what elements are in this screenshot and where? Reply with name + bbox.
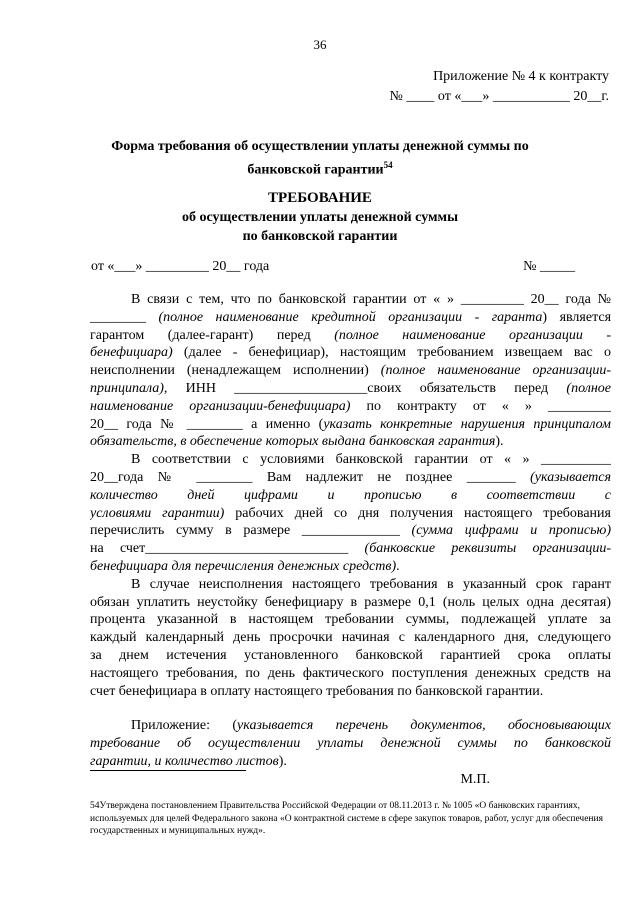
document-title-line-1: ТРЕБОВАНИЕ	[268, 190, 372, 206]
text-segment: ) является	[542, 309, 611, 325]
italic-segment: гарантии, и количество листов	[90, 753, 279, 769]
text-segment: гарантом (далее-гарант) перед	[90, 327, 335, 343]
italic-segment: (полное наименование кредитной организации - гаранта	[158, 309, 543, 325]
body-line	[90, 558, 611, 576]
document-body	[90, 291, 611, 789]
body-line	[90, 683, 611, 701]
body-line	[90, 309, 611, 327]
italic-segment: условиями гарантии)	[90, 505, 225, 521]
appendix-header	[390, 67, 609, 107]
italic-segment: требование об осуществлении уплаты денежной суммы по банковской	[90, 736, 611, 752]
body-line	[90, 291, 611, 309]
text-segment: В случае неисполнения настоящего требования в указанный срок гарант	[131, 576, 611, 592]
number-field: № _____	[523, 259, 575, 274]
body-line	[90, 380, 611, 398]
footnote-mark: 54	[383, 160, 393, 170]
italic-segment: бенефициара)	[90, 345, 173, 361]
text-segment: Приложение: (	[131, 718, 238, 734]
date-line	[91, 259, 575, 275]
document-title-line-3: по банковской гарантии	[242, 229, 398, 244]
text-segment: ).	[495, 434, 504, 450]
italic-segment: (банковские реквизиты организации-	[364, 541, 611, 557]
italic-segment: наименование организации-бенефициара)	[90, 398, 351, 414]
body-line	[90, 665, 611, 683]
body-line	[90, 522, 611, 540]
text-segment: 20__года № ________ Вам надлежит не позднее _______	[90, 469, 531, 485]
footnote-separator	[90, 770, 246, 771]
text-segment: счет бенефициара в оплату настоящего требования по банковской гарантии.	[90, 683, 544, 699]
body-line	[90, 362, 611, 380]
text-segment: М.П.	[460, 771, 490, 787]
body-line	[90, 469, 611, 487]
body-line	[90, 327, 611, 345]
italic-segment: (полное наименование организации-	[380, 363, 611, 379]
text-segment: В соответствии с условиями банковской гарантии от « » __________	[131, 452, 611, 468]
italic-segment: (сумма цифрами и прописью)	[411, 523, 611, 539]
body-line	[90, 451, 611, 469]
body-line	[90, 700, 611, 717]
text-segment: (далее - бенефициар), настоящим требованием извещаем вас о	[172, 345, 611, 361]
body-line	[90, 771, 611, 789]
text-segment: ИНН ___________________своих обязательств перед	[167, 380, 567, 396]
text-segment: ________	[90, 309, 159, 325]
body-line	[90, 505, 611, 523]
text-segment: рабочих дней со дня получения настоящего требования	[224, 505, 611, 521]
body-line	[90, 717, 611, 735]
text-segment: на счет_____________________________	[90, 541, 365, 557]
body-line	[90, 540, 611, 558]
form-title-line-2	[70, 156, 570, 180]
body-line	[90, 416, 611, 434]
body-line	[90, 735, 611, 753]
text-segment: по контракту от « » _________	[350, 398, 611, 414]
italic-segment: (указывается	[530, 469, 611, 485]
text-segment: В связи с тем, что по банковской гарантии от « » _________ 20__ года №	[131, 292, 611, 307]
body-line	[90, 594, 611, 612]
body-line	[90, 433, 611, 451]
form-title	[70, 137, 570, 180]
text-segment: за днем истечения установленного банковской гарантией срока оплаты	[90, 647, 611, 663]
appendix-line-1: Приложение № 4 к контракту	[433, 69, 609, 84]
italic-segment: указывается перечень документов, обосновывающих	[237, 718, 611, 734]
italic-segment: бенефициара для перечисления денежных средств)	[90, 558, 397, 574]
footnote-text: 54Утверждена постановлением Правительства Российской Федерации от 08.11.2013 г. № 1005 «О банковских гарантиях, используемых для целей Федерального закона «О контрактной системе в сфере закупок товаров, работ, услуг для обеспечения государственных и муниципальных нужд».	[90, 801, 603, 836]
italic-segment: (полное	[566, 380, 611, 396]
body-line	[90, 344, 611, 362]
appendix-line-2: № ____ от «___» ___________ 20__г.	[389, 89, 609, 104]
document-title	[70, 189, 570, 246]
text-segment: 20__ года № ________ а именно (	[90, 416, 324, 432]
italic-segment: (полное наименование организации -	[334, 327, 611, 343]
italic-segment: обязательств, в обеспечение которых выдана банковская гарантия	[90, 434, 496, 450]
text-segment: ).	[278, 753, 287, 769]
text-segment: каждый календарный день просрочки начиная с календарного дня, следующего	[90, 630, 611, 646]
text-segment: процента указанной в настоящем требовании суммы, подлежащей уплате за	[90, 612, 611, 628]
body-line	[90, 753, 611, 771]
body-line	[90, 629, 611, 647]
body-line	[90, 647, 611, 665]
document-title-line-2: об осуществлении уплаты денежной суммы	[181, 210, 459, 225]
body-line	[90, 611, 611, 629]
text-segment: неисполнении (ненадлежащем исполнении)	[90, 363, 381, 379]
body-line	[90, 576, 611, 594]
italic-segment: указать конкретные нарушения принципалом	[323, 416, 611, 432]
form-title-line-1: Форма требования об осуществлении уплаты денежной суммы по	[111, 139, 529, 154]
page-number: 36	[313, 37, 327, 52]
text-segment: настоящего требования, по день фактического поступления денежных средств на	[90, 665, 611, 681]
body-line	[90, 398, 611, 416]
text-segment: перечислить сумму в размере ______________	[90, 523, 412, 539]
date-field: от «___» _________ 20__ года	[91, 259, 270, 274]
body-line	[90, 487, 611, 505]
form-title-text: банковской гарантии	[247, 162, 384, 178]
text-segment: .	[396, 558, 400, 574]
italic-segment: принципала),	[90, 380, 168, 396]
italic-segment: количество дней цифрами и прописью в соответствии с	[90, 487, 611, 503]
text-segment: обязан уплатить неустойку бенефициару в размере 0,1 (ноль целых одна десятая)	[90, 594, 611, 610]
